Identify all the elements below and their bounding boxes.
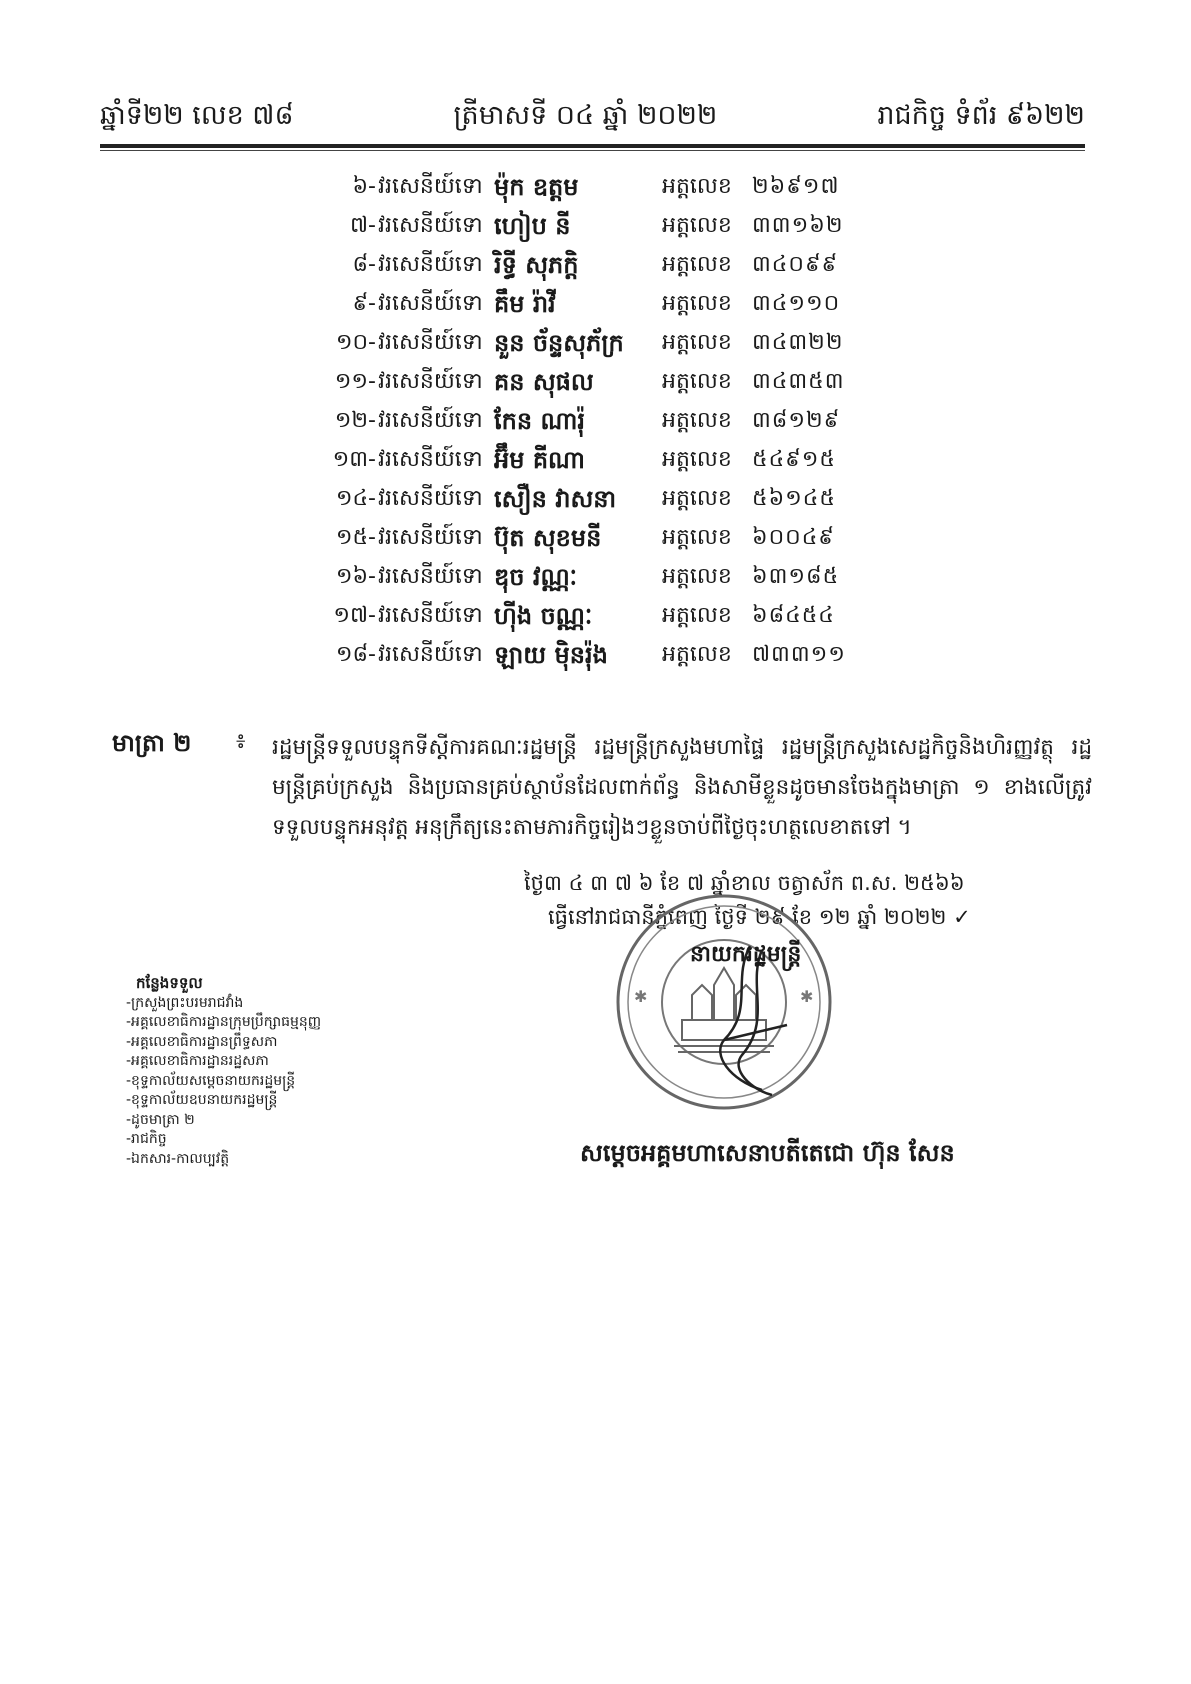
officer-row (0, 324, 1191, 366)
officer-rank: វរសេនីយ៍ទោ (378, 447, 483, 472)
officer-id: ៣៣១៦២ (752, 213, 844, 238)
quarter-date: ត្រីមាសទី ០៤ ឆ្នាំ ២០២២ (453, 100, 718, 131)
officer-number: ១២- (334, 408, 376, 433)
officer-row (0, 558, 1191, 600)
officer-id: ៦០០៤៩ (752, 525, 835, 550)
officer-id-label: អត្តលេខ (662, 369, 732, 394)
page-number: រាជកិច្ច ទំព័រ ៩៦២២ (877, 100, 1085, 131)
article-label: មាត្រា ២ (112, 729, 192, 757)
officer-number: ១៦- (335, 564, 376, 589)
header-divider-thin (100, 150, 1085, 151)
officer-name: ឌុច វណ្ណៈ (494, 563, 578, 591)
officer-row (0, 207, 1191, 249)
officer-number: ១៤- (335, 486, 376, 511)
officer-name: រិទ្ធី សុភក្តិ (494, 251, 579, 279)
officer-row (0, 597, 1191, 639)
officer-number: ៨- (352, 252, 376, 277)
header-divider (100, 144, 1085, 148)
officer-number: ១៨- (335, 642, 376, 667)
officer-number: ១៧- (333, 603, 376, 628)
recipient-item: -អគ្គលេខាធិការដ្ឋានព្រឹទ្ធសភា (126, 1033, 278, 1050)
officer-id-label: អត្តលេខ (662, 564, 732, 589)
recipient-item: -ខុទ្ទកាល័យឧបនាយករដ្ឋមន្ត្រី (126, 1092, 278, 1108)
officer-number: ៦- (352, 174, 376, 199)
officer-id: ៣៨១២៩ (752, 408, 841, 433)
officer-row (0, 285, 1191, 327)
officer-name: សឿន វាសនា (494, 485, 617, 513)
officer-id-label: អត្តលេខ (662, 447, 732, 472)
article-body: រដ្ឋមន្ត្រីទទួលបន្ទុកទីស្តីការគណៈរដ្ឋមន្ត្រី រដ្ឋមន្ត្រីក្រសួងមហាផ្ទៃ រដ្ឋមន្ត្រីក្រសួងសេដ្ឋកិច្ចនិងហិរញ្ញវត្ថុ រដ្ឋមន្ត្រីគ្រប់ក្រសួង និងប្រធានគ្រប់ស្ថាប័នដែលពាក់ព័ន្ធ និងសាមីខ្លួនដូចមានចែងក្នុងមាត្រា ១ ខាងលើត្រូវទទួលបន្ទុកអនុវត្ត អនុក្រឹត្យនេះតាមភារកិច្ចរៀងៗខ្លួនចាប់ពីថ្ងៃចុះហត្ថលេខាតទៅ ។ (272, 735, 1092, 840)
officer-rank: វរសេនីយ៍ទោ (378, 369, 483, 394)
officer-id: ៦៣១៨៥ (752, 564, 840, 589)
officer-rank: វរសេនីយ៍ទោ (378, 486, 483, 511)
officer-name: ហៀប នី (494, 212, 571, 240)
royal-seal-icon (612, 890, 836, 1114)
officer-id-label: អត្តលេខ (662, 174, 732, 199)
officer-id-label: អត្តលេខ (662, 213, 732, 238)
officer-rank: វរសេនីយ៍ទោ (378, 330, 483, 355)
officer-name: ហ៊ីង ចណ្ណៈ (494, 602, 593, 630)
prime-minister-title: នាយករដ្ឋមន្ត្រី (690, 942, 802, 967)
officer-row (0, 636, 1191, 678)
officer-rank: វរសេនីយ៍ទោ (378, 213, 483, 238)
officer-name: កែន ណារ៉ុ (494, 407, 585, 435)
gazette-header (100, 92, 1085, 138)
officer-id: ៥៤៩១៥ (752, 447, 836, 472)
recipient-item: -អគ្គលេខាធិការដ្ឋានរដ្ឋសភា (126, 1053, 269, 1069)
officer-number: ៩- (352, 291, 376, 316)
signatory-name: សម្តេចអគ្គមហាសេនាបតីតេជោ ហ៊ុន សែន (580, 1139, 955, 1167)
officer-row (0, 363, 1191, 405)
officer-rank: វរសេនីយ៍ទោ (378, 642, 483, 667)
officer-id: ៣៤១១០ (752, 291, 841, 316)
officer-id-label: អត្តលេខ (662, 525, 732, 550)
officer-name: ម៉ុក ឧត្តម (494, 173, 579, 201)
recipient-item: -ដូចមាត្រា ២ (126, 1111, 195, 1128)
officer-name: អ៊ឹម គីណា (494, 446, 585, 474)
officer-id: ៣៤០៩៩ (752, 252, 839, 277)
lunar-date: ថ្ងៃ៣ ៤ ៣ ៧ ៦ ខែ ៧ ឆ្នាំខាល ចត្វាស័ក ព.ស. ២៥៦៦ (524, 871, 965, 895)
article-colon: ៖ (236, 729, 246, 754)
officer-id-label: អត្តលេខ (662, 408, 732, 433)
officer-row (0, 246, 1191, 288)
officer-rank: វរសេនីយ៍ទោ (378, 252, 483, 277)
svg-text:✱: ✱ (800, 987, 814, 1006)
officer-rank: វរសេនីយ៍ទោ (378, 408, 483, 433)
officer-rank: វរសេនីយ៍ទោ (378, 174, 483, 199)
officer-number: ១៣- (332, 447, 376, 472)
officer-id: ២៦៩១៧ (752, 174, 840, 199)
officer-id-label: អត្តលេខ (662, 252, 732, 277)
officer-id-label: អត្តលេខ (662, 291, 732, 316)
officer-number: ១១- (334, 369, 376, 394)
recipient-item: -ក្រសួងព្រះបរមរាជវាំង (126, 994, 244, 1011)
recipient-item: -រាជកិច្ច (126, 1131, 167, 1147)
officer-id: ៥៦១៤៥ (752, 486, 836, 511)
officer-id: ៣៤៣៥៣ (752, 369, 845, 394)
officer-id-label: អត្តលេខ (662, 330, 732, 355)
officer-name: ឡាយ ម៉ិនរ៉ុង (494, 641, 608, 669)
svg-text:✱: ✱ (634, 987, 648, 1006)
officer-row (0, 402, 1191, 444)
officer-number: ១៥- (335, 525, 376, 550)
officer-name: គន សុផល (494, 368, 594, 396)
recipient-item: -អគ្គលេខាធិការដ្ឋានក្រុមប្រឹក្សាធម្មនុញ្ញ (126, 1014, 322, 1030)
officer-row (0, 168, 1191, 210)
officer-id-label: អត្តលេខ (662, 603, 732, 628)
officer-id: ៧៣៣១១ (752, 642, 846, 667)
officer-name: នួន ច័ន្ទសុភ័ក្រ (494, 329, 624, 357)
recipients-title: កន្លែងទទួល (136, 974, 203, 992)
officer-rank: វរសេនីយ៍ទោ (378, 291, 483, 316)
issue-number: ឆ្នាំទី២២ លេខ ៧៨ (100, 100, 294, 131)
officer-number: ៧- (350, 213, 376, 238)
officer-row (0, 441, 1191, 483)
officer-id-label: អត្តលេខ (662, 486, 732, 511)
officer-row (0, 519, 1191, 561)
officer-rank: វរសេនីយ៍ទោ (378, 603, 483, 628)
recipient-item: -ខុទ្ទកាល័យសម្តេចនាយករដ្ឋមន្ត្រី (126, 1072, 296, 1089)
recipients-list (126, 974, 321, 1169)
officer-row (0, 480, 1191, 522)
solar-date: ធ្វើនៅរាជធានីភ្នំពេញ ថ្ងៃទី ២៩ ខែ ១២ ឆ្នាំ ២០២២ ✓ (548, 905, 971, 929)
officer-name: គឹម រ៉ាវី (494, 290, 556, 318)
officer-rank: វរសេនីយ៍ទោ (378, 564, 483, 589)
recipient-item: -ឯកសារ-កាលប្បវត្តិ (126, 1150, 230, 1167)
officer-id: ៦៨៤៥៤ (752, 603, 835, 628)
officer-id: ៣៤៣២២ (752, 330, 844, 355)
officer-id-label: អត្តលេខ (662, 642, 732, 667)
officer-rank: វរសេនីយ៍ទោ (378, 525, 483, 550)
officer-name: ប៊ុត សុខមនី (494, 524, 602, 552)
officer-number: ១០- (335, 330, 376, 355)
